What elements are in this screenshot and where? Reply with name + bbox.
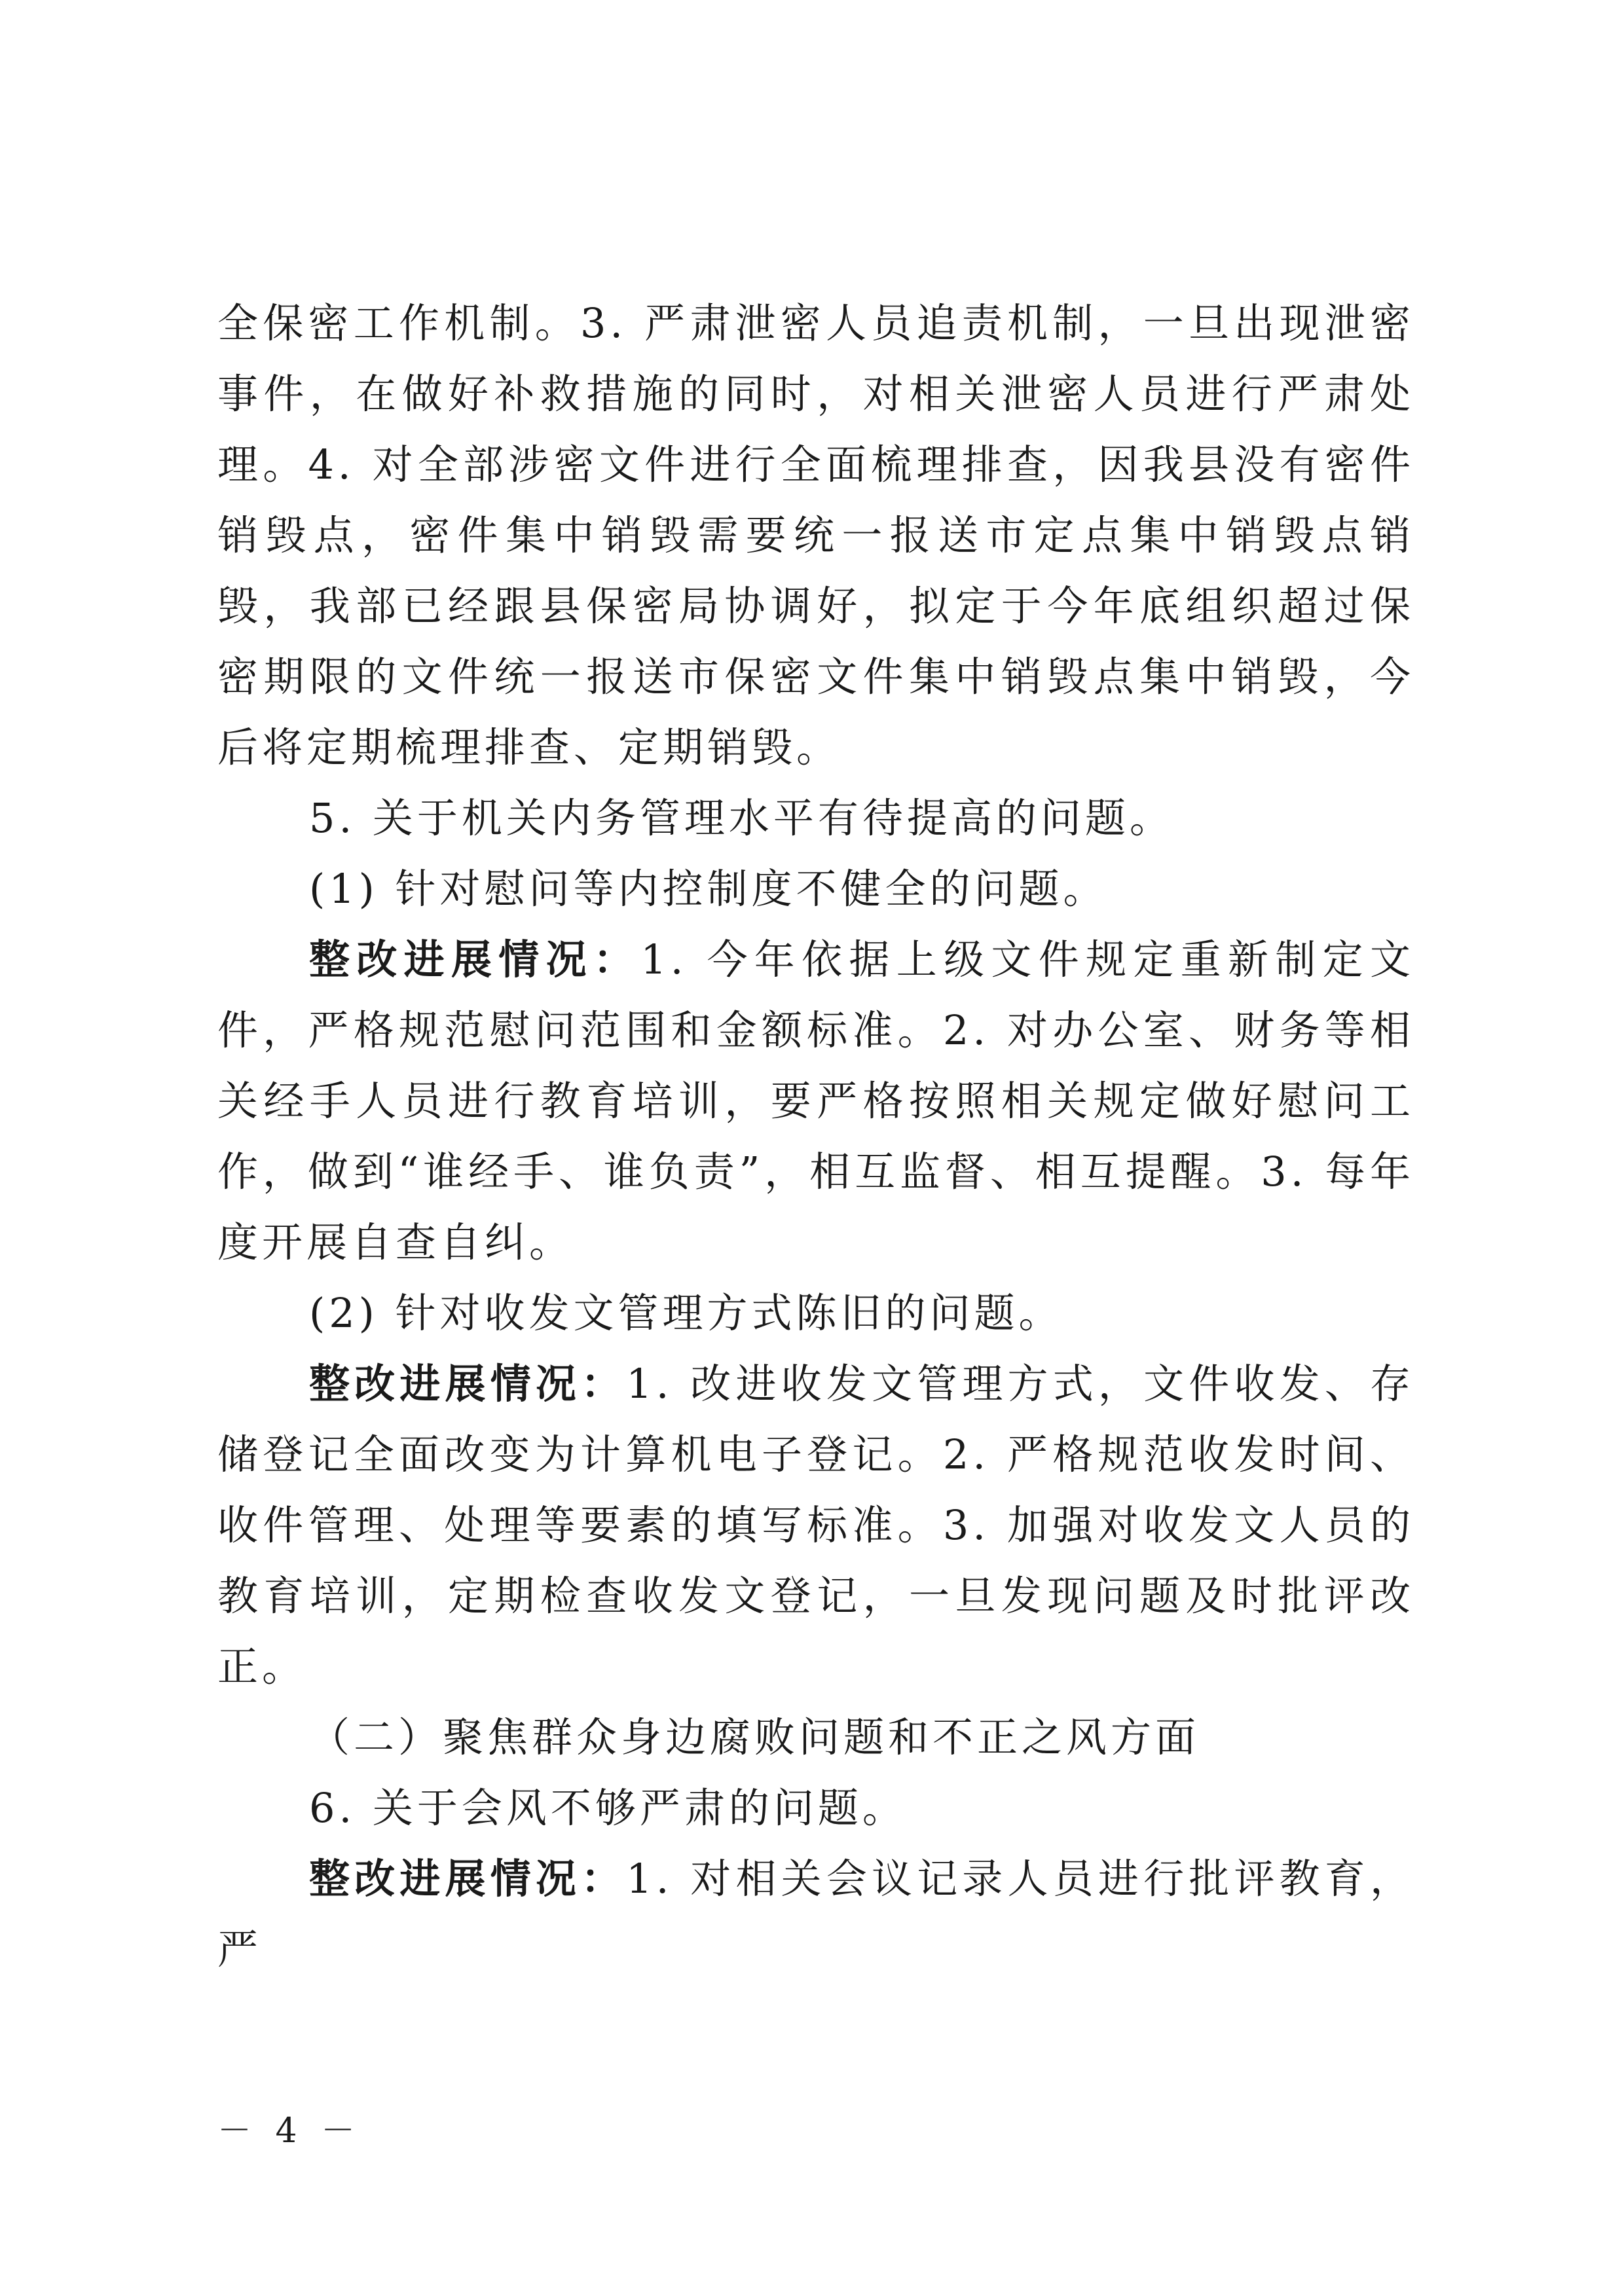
progress-text: 1. 对相关会议记录人员进行批评教育，严 <box>217 1855 1414 1973</box>
page-footer <box>0 2108 1624 2154</box>
progress-text: 1. 今年依据上级文件规定重新制定文件，严格规范慰问范围和金额标准。2. 对办公室、财务等相关经手人员进行教育培训，要严格按照相关规定做好慰问工作，做到“谁经手、谁负责”，相互监督、相互提醒。3. 每年度开展自查自纠。 <box>217 936 1414 1266</box>
section-heading-2: （二）聚焦群众身边腐败问题和不正之风方面 <box>309 1713 1200 1761</box>
document-body <box>217 288 1414 1985</box>
paragraph-security-measures: 全保密工作机制。3. 严肃泄密人员追责机制，一旦出现泄密事件，在做好补救措施的同时，对相关泄密人员进行严肃处理。4. 对全部涉密文件进行全面梳理排查，因我县没有密件销毁点，密件集中销毁需要统一报送市定点集中销毁点销毁，我部已经跟县保密局协调好，拟定于今年底组织超过保密期限的文件统一报送市保密文件集中销毁点集中销毁，今后将定期梳理排查、定期销毁。 <box>217 299 1414 771</box>
progress-label: 整改进展情况： <box>309 936 641 983</box>
progress-label: 整改进展情况： <box>309 1360 627 1408</box>
paragraph-item-5-2-progress <box>217 1349 1414 1702</box>
paragraph-item-6-progress <box>217 1844 1414 1985</box>
heading-item-6: 6. 关于会风不够严肃的问题。 <box>309 1784 907 1832</box>
heading-item-5: 5. 关于机关内务管理水平有待提高的问题。 <box>309 794 1174 842</box>
progress-label: 整改进展情况： <box>309 1855 627 1903</box>
heading-item-5-2: (2) 针对收发文管理方式陈旧的问题。 <box>309 1289 1063 1337</box>
paragraph-item-5-1-progress <box>217 924 1414 1278</box>
heading-item-5-1: (1) 针对慰问等内控制度不健全的问题。 <box>309 865 1108 913</box>
page-number: － 4 － <box>217 2111 362 2151</box>
progress-text: 1. 改进收发文管理方式，文件收发、存储登记全面改变为计算机电子登记。2. 严格规范收发时间、收件管理、处理等要素的填写标准。3. 加强对收发文人员的教育培训，定期检查收发文登记，一旦发现问题及时批评改正。 <box>217 1360 1414 1690</box>
